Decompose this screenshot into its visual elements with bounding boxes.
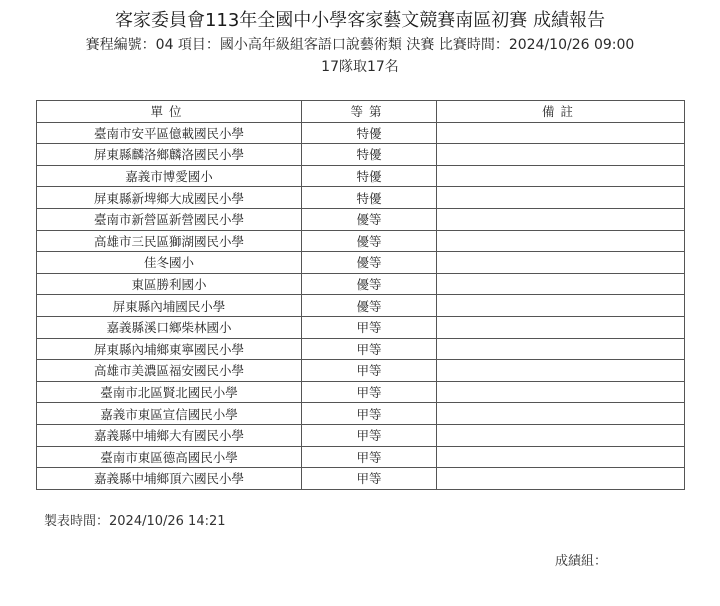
table-row: [37, 144, 685, 166]
cell-rank: 特優: [302, 187, 437, 209]
cell-unit: 屏東縣新埤鄉大成國民小學: [37, 187, 302, 209]
table-row: [37, 230, 685, 252]
cell-unit: 屏東縣內埔國民小學: [37, 295, 302, 317]
table-row: [37, 273, 685, 295]
cell-rank: 優等: [302, 252, 437, 274]
made-time: 製表時間：2024/10/26 14:21: [44, 514, 226, 529]
cell-unit: 臺南市北區賢北國民小學: [37, 381, 302, 403]
cell-note: [437, 165, 685, 187]
cell-unit: 東區勝利國小: [37, 273, 302, 295]
header-unit: 單位: [37, 101, 302, 123]
cell-unit: 佳冬國小: [37, 252, 302, 274]
cell-rank: 特優: [302, 165, 437, 187]
cell-note: [437, 187, 685, 209]
cell-note: [437, 144, 685, 166]
report-header: [0, 8, 720, 78]
cell-rank: 甲等: [302, 338, 437, 360]
cell-rank: 優等: [302, 295, 437, 317]
cell-note: [437, 273, 685, 295]
cell-note: [437, 208, 685, 230]
table-row: [37, 338, 685, 360]
table-row: [37, 446, 685, 468]
cell-unit: 嘉義縣溪口鄉柴林國小: [37, 316, 302, 338]
cell-note: [437, 468, 685, 490]
table-header-row: [37, 101, 685, 123]
cell-rank: 甲等: [302, 424, 437, 446]
cell-rank: 甲等: [302, 403, 437, 425]
cell-unit: 臺南市安平區億載國民小學: [37, 122, 302, 144]
table-row: [37, 381, 685, 403]
header-note: 備註: [437, 101, 685, 123]
cell-rank: 甲等: [302, 360, 437, 382]
report-subtitle: 賽程編號：04 項目：國小高年級組客語口說藝術類 決賽 比賽時間：2024/10/26 09:00: [85, 37, 635, 53]
table-row: [37, 424, 685, 446]
cell-note: [437, 316, 685, 338]
cell-note: [437, 295, 685, 317]
cell-unit: 屏東縣麟洛鄉麟洛國民小學: [37, 144, 302, 166]
cell-rank: 特優: [302, 122, 437, 144]
table-row: [37, 360, 685, 382]
cell-note: [437, 252, 685, 274]
cell-unit: 嘉義市博愛國小: [37, 165, 302, 187]
cell-unit: 嘉義市東區宣信國民小學: [37, 403, 302, 425]
cell-rank: 甲等: [302, 468, 437, 490]
table-row: [37, 295, 685, 317]
cell-note: [437, 230, 685, 252]
cell-rank: 優等: [302, 273, 437, 295]
cell-note: [437, 381, 685, 403]
report-summary: 17隊取17名: [321, 59, 399, 75]
table-row: [37, 165, 685, 187]
cell-note: [437, 403, 685, 425]
cell-note: [437, 338, 685, 360]
table-row: [37, 187, 685, 209]
cell-rank: 甲等: [302, 381, 437, 403]
table-row: [37, 316, 685, 338]
cell-note: [437, 446, 685, 468]
cell-unit: 嘉義縣中埔鄉頂六國民小學: [37, 468, 302, 490]
cell-rank: 優等: [302, 208, 437, 230]
cell-unit: 臺南市新營區新營國民小學: [37, 208, 302, 230]
table-row: [37, 252, 685, 274]
header-rank: 等第: [302, 101, 437, 123]
grading-group-label: 成績組：: [555, 554, 608, 569]
cell-unit: 高雄市美濃區福安國民小學: [37, 360, 302, 382]
table-row: [37, 122, 685, 144]
cell-rank: 優等: [302, 230, 437, 252]
table-row: [37, 403, 685, 425]
cell-unit: 臺南市東區德高國民小學: [37, 446, 302, 468]
cell-note: [437, 424, 685, 446]
cell-rank: 甲等: [302, 446, 437, 468]
table-row: [37, 468, 685, 490]
cell-unit: 屏東縣內埔鄉東寧國民小學: [37, 338, 302, 360]
cell-unit: 嘉義縣中埔鄉大有國民小學: [37, 424, 302, 446]
report-title: 客家委員會113年全國中小學客家藝文競賽南區初賽 成績報告: [114, 10, 606, 31]
cell-rank: 特優: [302, 144, 437, 166]
results-table: [36, 100, 685, 490]
cell-note: [437, 122, 685, 144]
cell-rank: 甲等: [302, 316, 437, 338]
table-row: [37, 208, 685, 230]
cell-note: [437, 360, 685, 382]
cell-unit: 高雄市三民區獅湖國民小學: [37, 230, 302, 252]
